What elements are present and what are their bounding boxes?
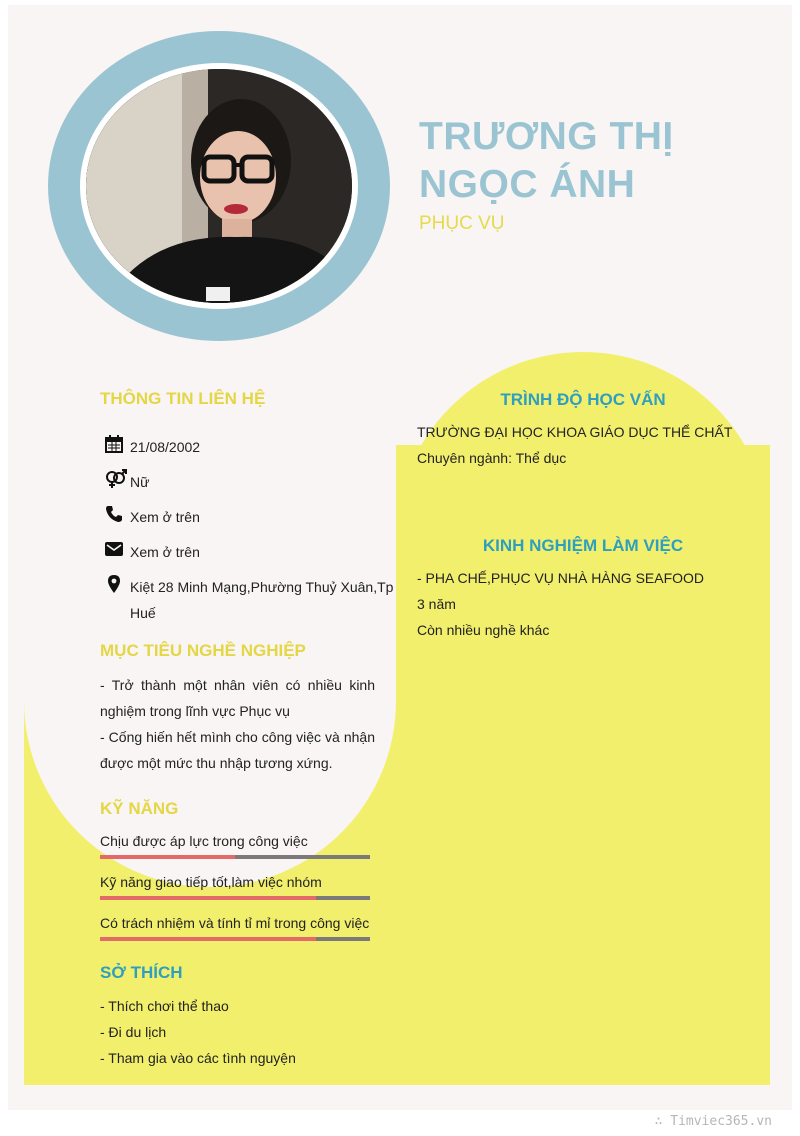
name-line-1: TRƯƠNG THỊ <box>419 115 674 158</box>
skills-title: KỸ NĂNG <box>100 799 179 818</box>
address-value <box>130 574 393 626</box>
calendar-icon <box>104 434 130 454</box>
email-icon <box>104 539 130 559</box>
gender-value: Nữ <box>130 474 150 490</box>
school-name: TRƯỜNG ĐẠI HỌC KHOA GIÁO DỤC THỂ CHẤT <box>417 424 733 440</box>
watermark: ∴ Timviec365.vn <box>654 1114 772 1129</box>
objective-line: được một mức thu nhập tương xứng. <box>100 755 333 771</box>
objective-text <box>100 672 375 776</box>
major: Chuyên ngành: Thể dục <box>417 450 567 466</box>
objective-title: MỤC TIÊU NGHỀ NGHIỆP <box>100 641 306 660</box>
skill-bar <box>100 937 370 941</box>
hobby-item: - Đi du lịch <box>100 1024 167 1040</box>
gender-row <box>104 469 149 495</box>
experience-title: KINH NGHIỆM LÀM VIỆC <box>482 536 684 555</box>
skill-fill <box>100 937 316 941</box>
objective-line: - Trở thành một nhân viên có nhiều kinh <box>100 677 375 693</box>
skill-bar <box>100 855 370 859</box>
contact-title: THÔNG TIN LIÊN HỆ <box>100 389 266 408</box>
skill-fill <box>100 855 235 859</box>
profile-photo <box>86 69 352 303</box>
name-line-2: NGỌC ÁNH <box>419 163 636 206</box>
skill-fill <box>100 896 316 900</box>
phone-icon <box>104 504 130 524</box>
location-icon <box>104 574 130 594</box>
email-value: Xem ở trên <box>130 544 200 560</box>
skill-bar <box>100 896 370 900</box>
cv-page <box>8 5 792 1110</box>
skill-label: Có trách nhiệm và tính tỉ mỉ trong công việc <box>100 915 370 931</box>
phone-value: Xem ở trên <box>130 509 200 525</box>
address-row <box>104 574 393 626</box>
hobbies-title: SỞ THÍCH <box>100 963 183 982</box>
experience-line: Còn nhiều nghề khác <box>417 622 550 638</box>
address-line-1: Kiệt 28 Minh Mạng,Phường Thuỷ Xuân,Tp <box>130 579 394 595</box>
experience-text <box>417 565 704 643</box>
education-title: TRÌNH ĐỘ HỌC VẤN <box>500 390 666 409</box>
job-position: PHỤC VỤ <box>419 213 505 234</box>
skill-label: Chịu được áp lực trong công việc <box>100 833 308 849</box>
skill-label: Kỹ năng giao tiếp tốt,làm việc nhóm <box>100 874 322 890</box>
hobbies-list <box>100 993 296 1071</box>
experience-line: - PHA CHẾ,PHỤC VỤ NHÀ HÀNG SEAFOOD <box>417 570 705 586</box>
hobby-item: - Thích chơi thể thao <box>100 998 229 1014</box>
email-row <box>104 539 200 565</box>
address-line-2: Huế <box>130 605 156 621</box>
phone-row <box>104 504 200 530</box>
objective-line: - Cống hiến hết mình cho công việc và nhận <box>100 729 375 745</box>
experience-line: 3 năm <box>417 596 456 612</box>
education-text <box>417 419 732 471</box>
birthday-value: 21/08/2002 <box>130 439 201 455</box>
birthday-row <box>104 434 200 460</box>
hobby-item: - Tham gia vào các tình nguyện <box>100 1050 296 1066</box>
full-name <box>419 113 759 209</box>
objective-line: nghiệm trong lĩnh vực Phục vụ <box>100 703 290 719</box>
gender-icon <box>104 469 130 489</box>
